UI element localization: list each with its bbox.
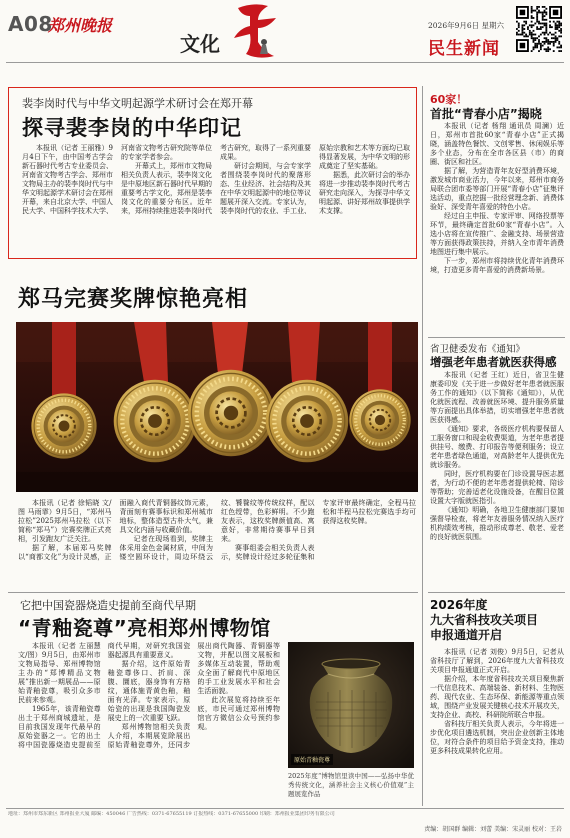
section-title: 文化 [180,32,220,56]
health-body [430,371,564,542]
medal-right [266,380,349,463]
column-divider [422,86,423,806]
medal-right-side [349,389,410,450]
paragraph: 同时，医疗机构要在门诊设置导医志愿者，为行动不便的老年患者提供轮椅、陪诊等帮助；完善适老化设施设备，在醒目位置设置大字版就医指引。 [430,470,564,505]
section-right-title: 民生新闻 [428,39,500,59]
paragraph: 1965年，该青釉瓷尊出土于郑州商城遗址，是目前我国发现年代最早的原始瓷器之一。它的出土将中国瓷器烧造史提前至商代早期，对研究我国瓷器起源具有重要意义。 [18,642,191,749]
issue-date: 2026年9月6日 星期六 [428,21,505,30]
medal-photo [16,322,418,492]
medal-center [188,370,274,456]
paragraph: 据介绍，这件原始青釉瓷尊侈口、折肩、深腹、圜底，器身饰有方格纹，通体施青黄色釉，釉面有光泽。专家表示，原始瓷的出现是我国陶瓷发展史上的一次重要飞跃。 [107,660,191,722]
header-rule [6,62,564,63]
medal-left-side [31,393,96,458]
porcelain-photo-label: 原始青釉瓷尊 [291,754,333,765]
right-rule-1 [428,337,565,338]
science-title-line: 2026年度 [430,598,488,612]
ribbon [288,322,320,382]
paragraph: 研讨会期间，与会专家学者围绕裴李岗时代的聚落形态、生业经济、社会结构及其在中华文明起源中的地位等议题展开深入交流。专家认为，裴李岗时代的农业、手工业、原始宗教和艺术等方面均已取得显著发展，为中华文明的形成奠定了坚实基础。 [220,144,410,215]
marathon-article-body [18,499,416,562]
left-section-rule [8,592,418,593]
paragraph: 经过自主申报、专家评审、网络投票等环节，最终确定首批60家“青春小店”。入选小店将在宣传推广、金融支持、场景营造等方面获得政策扶持，并纳入全市青年消费地图进行集中展示。 [430,212,564,256]
paragraph: 本报讯（记者 左丽慧 文/图）9月5日，由郑州市文物局指导、郑州博物馆主办的“郑博精品文物展”推出新一期展品——原始青釉瓷尊，吸引众多市民前来参观。 [18,642,101,704]
paragraph: 据介绍，本年度省科技攻关项目聚焦新一代信息技术、高端装备、新材料、生物医药、现代农业、生态环保、新能源等重点领域，围绕产业发展关键核心技术开展攻关，支持企业、高校、科研院所联合申报。 [430,675,564,719]
health-title: 增强老年患者就医获得感 [430,355,557,369]
medal-left [114,380,197,463]
paragraph: 此次展览将持续至年底，市民可通过郑州博物馆官方微信公众号预约参观。 [197,696,280,731]
main-article-subtitle: 裴李岗时代与中华文明起源学术研讨会在郑开幕 [22,97,253,110]
science-title [430,598,538,643]
porcelain-photo [288,642,414,768]
paragraph: 本报讯（记者 杨翔 通讯员 周澜）近日，郑州市首批60家“青春小店”正式揭晓，涵盖特色餐饮、文创零售、休闲娱乐等多个业态，分布在全市各区县（市）的商圈、街区和社区。 [430,122,564,166]
paragraph: 《通知》明确，各地卫生健康部门要加强督导检查，将老年友善服务情况纳入医疗机构绩效考核，推动形成尊老、敬老、爱老的良好就医氛围。 [430,506,564,541]
science-title-line: 申报通道开启 [430,628,503,642]
paragraph: 《通知》要求，各级医疗机构要保留人工服务窗口和现金收费渠道，为老年患者提供挂号、缴费、打印报告等便利服务；设立老年患者绿色通道，对高龄老年人提供优先就诊服务。 [430,425,564,469]
right-rule-2 [428,592,565,593]
marathon-article-title: 郑马完赛奖牌惊艳亮相 [18,287,249,312]
porcelain-vessel-image [288,642,414,768]
ribbon [52,322,76,397]
ribbon [212,322,248,374]
paragraph: 据了解，本届郑马奖牌以“商都文化”为设计灵感，正面融入商代青铜器纹饰元素，背面刻有赛事标识和郑州城市地标，整体造型古朴大气，兼具文化内涵与收藏价值。 [18,499,213,561]
footer-address: 地址：郑州市郑东新区 郑州报业大厦 邮编：450046 广告热线：0371-67655119 订报热线：0371-67655000 印刷：郑州报业集团印务有限公司 [8,811,335,817]
youth-store-body [430,122,564,275]
paragraph: 赛事组委会相关负责人表示，奖牌设计经过多轮征集和专家评审最终确定，全程马拉松和半程马拉松完赛选手均可获得这枚奖牌。 [221,499,416,561]
paragraph: 记者在现场看到，奖牌主体采用金色金属材质，中间为镂空圆环设计，周边环绕云纹、饕餮纹等传统纹样，配以红色绶带，色彩鲜明。不少跑友表示，这枚奖牌颜值高、寓意好，非常期待赛事早日到来。 [119,499,315,561]
paragraph: 据了解，为营造青年友好型消费环境，激发城市商业活力，今年以来，郑州市商务局联合团市委等部门开展“青春小店”征集评选活动，重点挖掘一批经营理念新、消费体验好、深受青年喜爱的特色小店。 [430,167,564,211]
paragraph: 下一步，郑州市将持续优化青年消费环境，打造更多青年喜爱的消费新场景。 [430,257,564,274]
paragraph: 省科技厅相关负责人表示，今年将进一步优化项目遴选机制，突出企业创新主体地位，对符合条件的项目给予资金支持，推动更多科技成果转化应用。 [430,720,564,755]
paragraph: 本报讯（记者 王丽雅）9月4日下午，由中国考古学会新石器时代考古专业委员会、河南省文物考古学会、郑州市文物局主办的裴李岗时代与中华文明起源学术研讨会在郑州开幕，来自北京大学、中国人民大学、中国科学技术大学、河南省文物考古研究院等单位的专家学者参会。 [22,144,212,215]
porcelain-article-subtitle: 它把中国瓷器烧造史提前至商代早期 [20,599,196,612]
porcelain-article-title: “青釉瓷尊”亮相郑州博物馆 [18,616,271,640]
health-kicker: 省卫健委发布《通知》 [430,344,526,355]
footer-rule [6,808,564,809]
section-masthead-art [228,2,280,60]
paragraph: 郑州博物馆相关负责人介绍，本期展览除展出原始青釉瓷尊外，还同步展出商代陶器、青铜器等文物，并配以图文展板和多媒体互动装置，帮助观众全面了解商代中原地区的手工业发展水平和社会生活面貌。 [107,642,280,749]
page-number: A08 [8,12,53,36]
qr-code-icon [516,6,562,52]
paragraph: 据悉，此次研讨会的举办将进一步推动裴李岗时代考古研究走向深入，为探寻中华文明起源、讲好郑州故事提供学术支撑。 [319,171,410,215]
science-title-line: 九大省科技攻关项目 [430,613,539,627]
paragraph: 开幕式上，郑州市文物局相关负责人表示，裴李岗文化是中原地区新石器时代早期的重要考古学文化，郑州是裴李岗文化的重要分布区。近年来，郑州持续推进裴李岗时代考古研究，取得了一系列重要成果。 [121,144,311,215]
paragraph: 本报讯（记者 徐韬晓 文/图 马雨霏）9月5日，“郑州马拉松”2025郑州马拉松（以下简称“郑马”）完赛奖牌正式亮相，引发跑友广泛关注。 [18,499,112,543]
paper-logo: 郑州晚报 [48,16,113,35]
youth-store-kicker: 60家！ [430,93,468,106]
porcelain-photo-caption: 2025年度“博物馆里读中国——弘扬中华优秀传统文化，涵养社会主义核心价值观”主题展览作品 [288,772,414,798]
footer-editors: 责编：胡国群 编辑：刘蕾 美编：宋灵丽 校对：王岩 [424,826,562,833]
paragraph: 本报讯（记者 王红）近日，省卫生健康委印发《关于进一步做好老年患者就医服务工作的通知》（以下简称《通知》），从优化就医流程、改善就医环境、提升服务质量等方面提出具体举措，切实增强老年患者就医获得感。 [430,371,564,424]
science-body [430,648,564,756]
paragraph: 本报讯（记者 刘俊）9月5日，记者从省科技厅了解到，2026年度九大省科技攻关项目申报通道正式开启。 [430,648,564,674]
youth-store-title: 首批“青春小店”揭晓 [430,107,542,121]
porcelain-article-body [18,642,280,750]
main-article-body [22,144,410,216]
ribbon [368,322,392,392]
main-article-title: 探寻裴李岗的中华印记 [22,116,242,140]
